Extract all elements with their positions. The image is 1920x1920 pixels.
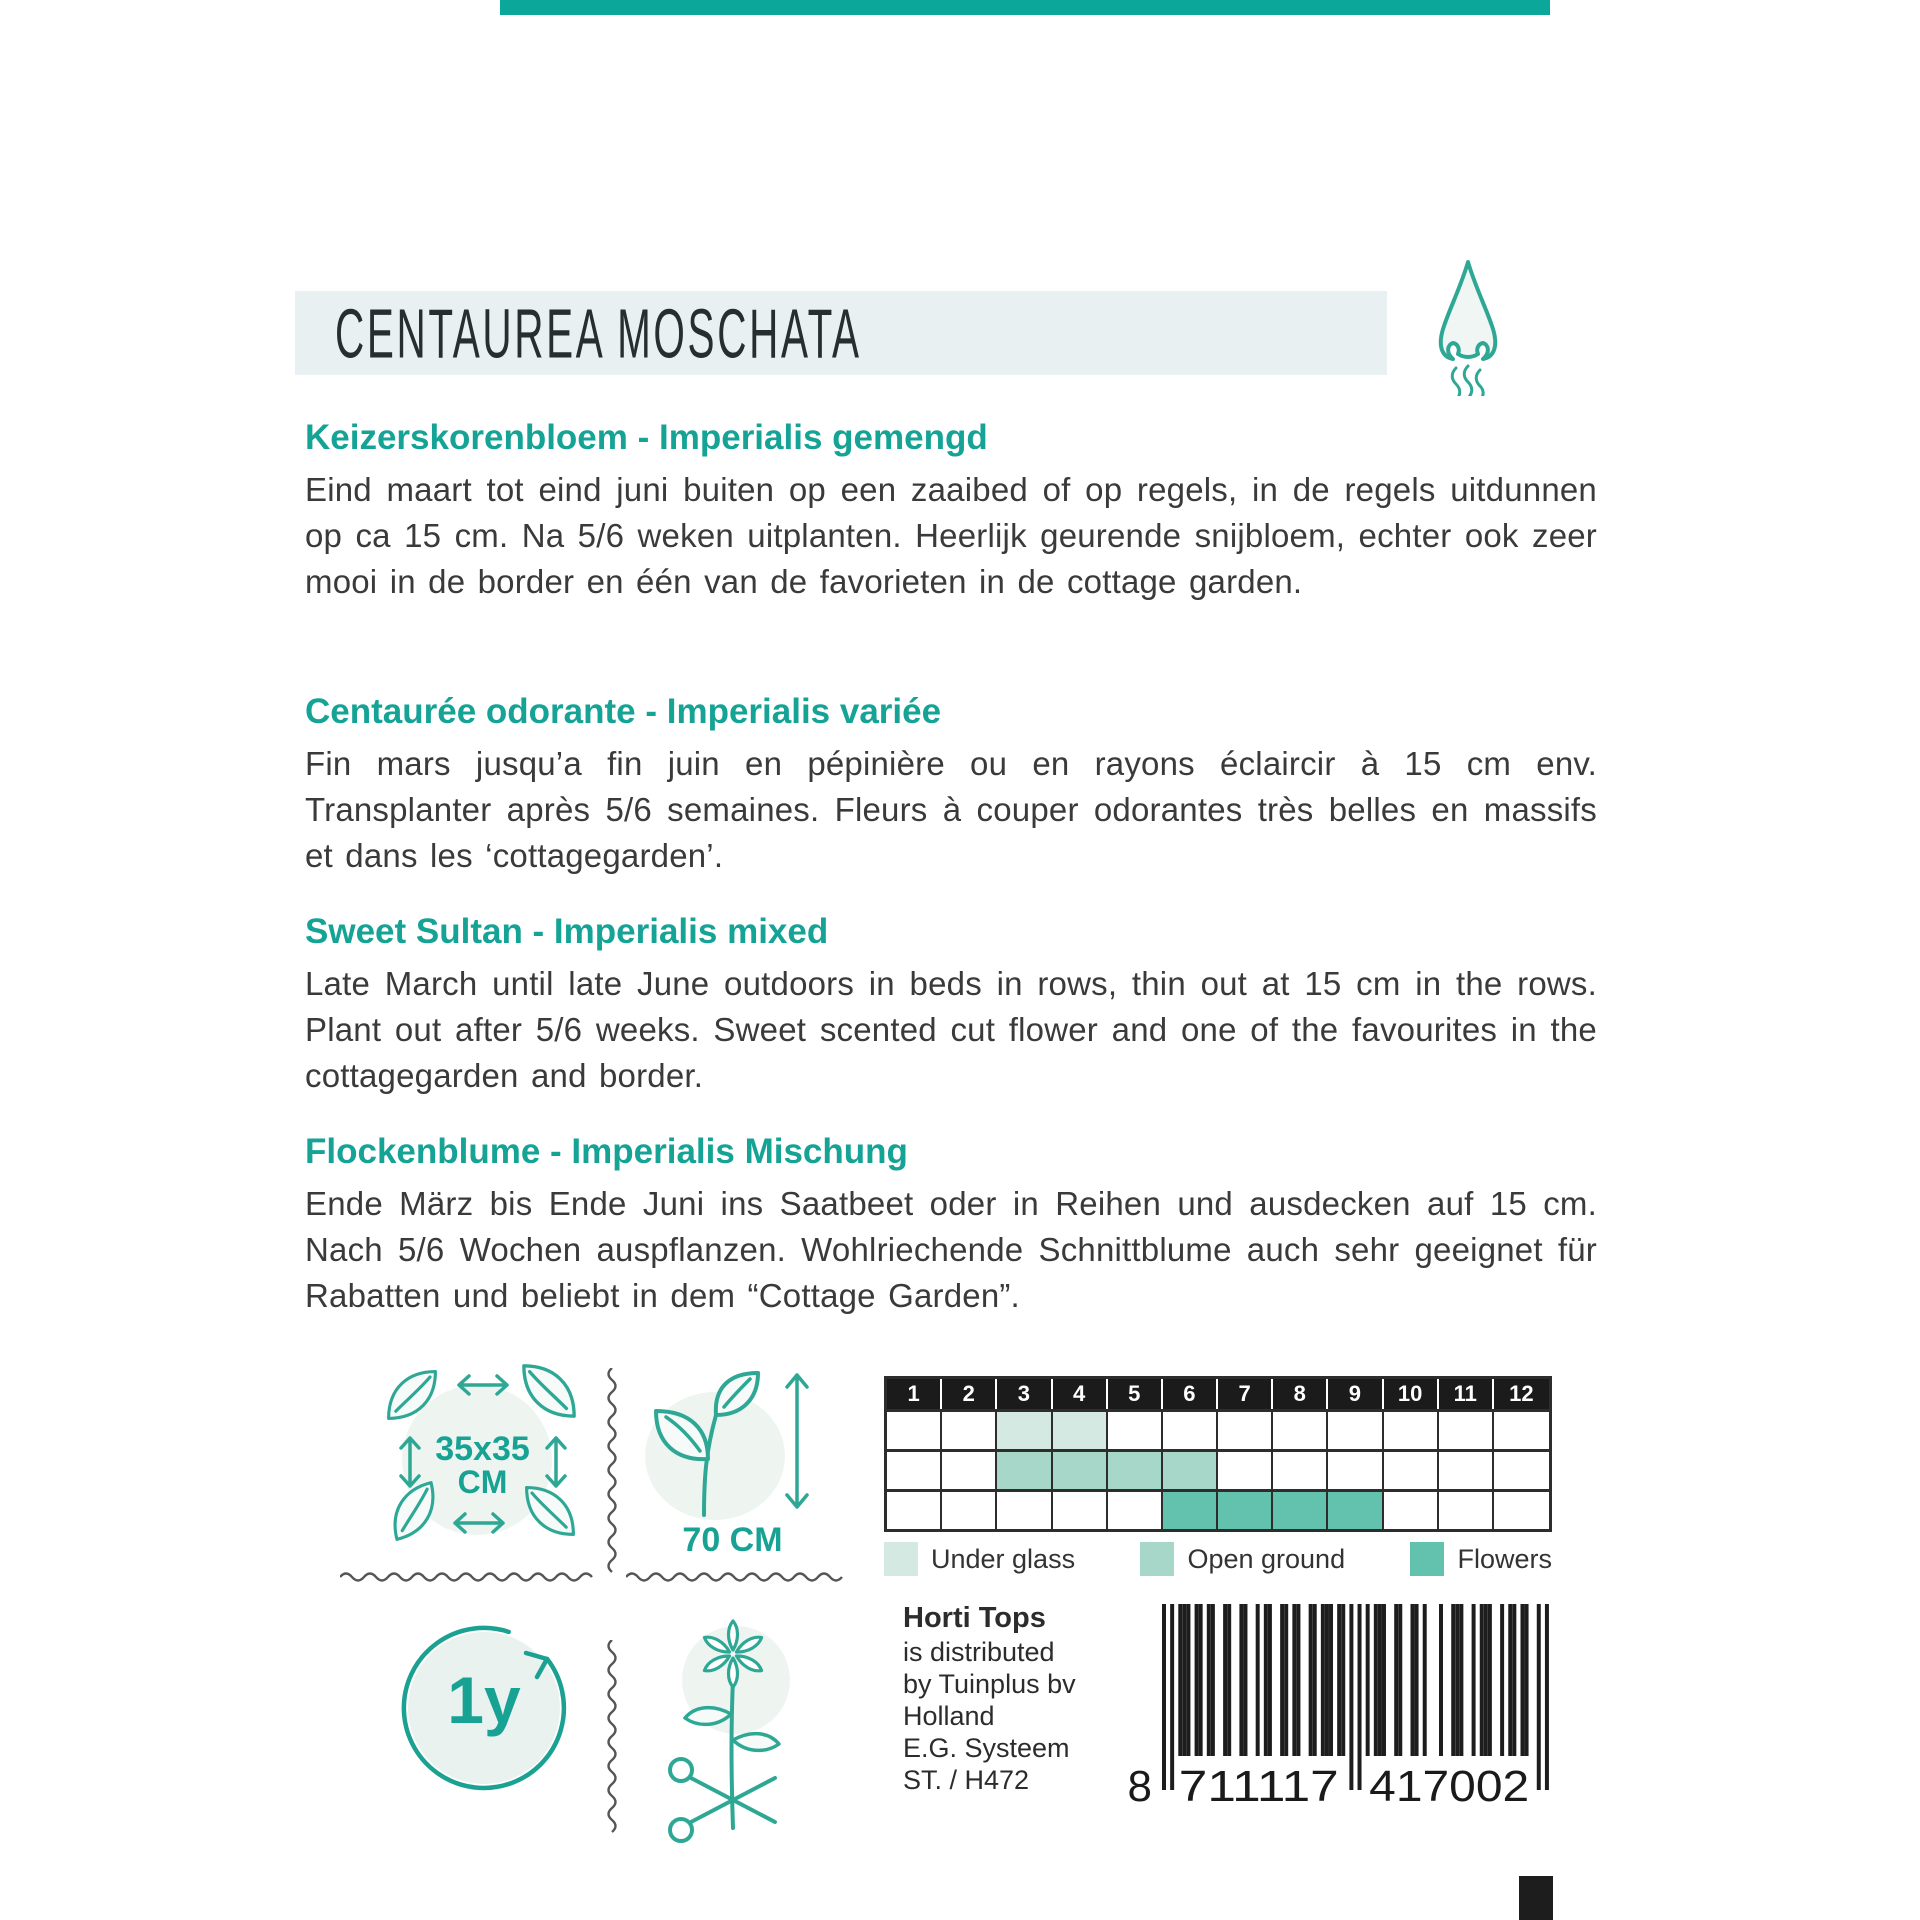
calendar-cell — [1053, 1452, 1108, 1489]
calendar-cell — [887, 1452, 942, 1489]
calendar-cell — [942, 1412, 997, 1449]
calendar-cell — [1273, 1412, 1328, 1449]
wavy-divider-horizontal — [626, 1569, 854, 1585]
body-french: Fin mars jusqu’a fin juin en pépinière ou en rayons éclaircir à 15 cm env. Transplanter après 5/6 semaines. Fleurs à couper odorantes très belles en massifs et dans les ‘cottagegarden’. — [305, 745, 1597, 874]
calendar-cell — [942, 1452, 997, 1489]
wavy-divider-vertical — [604, 1368, 620, 1574]
calendar-cell — [1439, 1412, 1494, 1449]
cut-flower-icon — [655, 1618, 805, 1868]
calendar-month-cell: 1 — [887, 1379, 942, 1409]
annual-cycle-icon — [386, 1610, 582, 1806]
calendar-month-cell: 2 — [942, 1379, 997, 1409]
calendar-cell — [1273, 1492, 1328, 1529]
calendar-month-cell: 12 — [1509, 1381, 1534, 1406]
distributor-brand: Horti Tops — [903, 1602, 1046, 1634]
calendar-cell — [1053, 1412, 1108, 1449]
calendar-cell — [1494, 1412, 1549, 1449]
legend-label: Open ground — [1187, 1543, 1346, 1574]
wavy-divider-horizontal — [340, 1569, 600, 1585]
calendar-cell — [1439, 1452, 1494, 1489]
calendar-row-open-ground — [887, 1449, 1549, 1489]
heading-french: Centaurée odorante - Imperialis variée — [305, 692, 942, 731]
scent-nose-icon — [1420, 256, 1516, 401]
calendar-cell — [1328, 1492, 1383, 1529]
calendar-month-cell: 11 — [1439, 1379, 1494, 1409]
leaf-icon — [520, 1362, 578, 1420]
calendar-month-header — [887, 1379, 1549, 1409]
plant-height-icon — [640, 1365, 825, 1560]
calendar-month-cell: 8 — [1273, 1379, 1328, 1409]
calendar-cell — [997, 1452, 1052, 1489]
body-english: Late March until late June outdoors in beds in rows, thin out at 15 cm in the rows. Plant out after 5/6 weeks. Sweet scented cut flower and one of the favourites in the cottagegarden and border. — [305, 965, 1597, 1094]
calendar-cell — [997, 1492, 1052, 1529]
calendar-cell — [1163, 1452, 1218, 1489]
body-dutch: Eind maart tot eind juni buiten op een zaaibed of op regels, in de regels uitdunnen op ca 15 cm. Na 5/6 weken uitplanten. Heerlijk geurende snijbloem, echter ook zeer mooi in de border en één van de favorieten in de cottage garden. — [305, 471, 1597, 600]
spacing-unit: CM — [457, 1464, 508, 1500]
print-registration-mark — [1519, 1876, 1553, 1920]
heading-german: Flockenblume - Imperialis Mischung — [305, 1132, 908, 1171]
calendar-cell — [1384, 1412, 1439, 1449]
calendar-month-cell: 7 — [1218, 1379, 1273, 1409]
calendar-month-cell: 10 — [1384, 1379, 1439, 1409]
section-german — [305, 1132, 1597, 1319]
calendar-cell — [1218, 1412, 1273, 1449]
calendar-month-cell: 9 — [1328, 1379, 1383, 1409]
distributor-line: ST. / H472 — [903, 1765, 1030, 1795]
title-banner — [295, 291, 1387, 375]
spacing-icon — [385, 1362, 580, 1557]
calendar-cell — [1108, 1492, 1163, 1529]
horizontal-arrow-icon — [447, 1372, 519, 1398]
legend-swatch-flowers — [1410, 1542, 1444, 1576]
vertical-arrow-icon — [782, 1365, 812, 1517]
distributor-line: by Tuinplus bv — [903, 1669, 1076, 1699]
ean13-barcode — [1122, 1604, 1558, 1806]
calendar-month-cell: 6 — [1163, 1379, 1218, 1409]
legend-swatch-open-ground — [1140, 1542, 1174, 1576]
calendar-cell — [1108, 1452, 1163, 1489]
barcode-digits: 711117 — [1178, 1762, 1339, 1806]
calendar-cell — [1494, 1452, 1549, 1489]
plant-latin-name: CENTAUREA MOSCHATA — [335, 293, 862, 373]
legend-swatch-under-glass — [884, 1542, 918, 1576]
calendar-cell — [1218, 1452, 1273, 1489]
barcode-digits: 8 — [1127, 1762, 1152, 1806]
sprout-icon — [646, 1367, 766, 1517]
legend-item-under-glass — [884, 1542, 1075, 1576]
calendar-cell — [1053, 1492, 1108, 1529]
top-accent-bar — [500, 0, 1550, 15]
calendar-row-under-glass — [887, 1409, 1549, 1449]
calendar-legend — [884, 1542, 1552, 1576]
distributor-line: Holland — [903, 1701, 995, 1731]
legend-label: Under glass — [931, 1543, 1076, 1574]
horizontal-arrow-icon — [443, 1510, 515, 1536]
calendar-cell — [1108, 1412, 1163, 1449]
calendar-cell — [1439, 1492, 1494, 1529]
heading-dutch: Keizerskorenbloem - Imperialis gemengd — [305, 418, 988, 457]
legend-item-open-ground — [1140, 1542, 1345, 1576]
section-french — [305, 692, 1597, 879]
spacing-value: 35x35 — [435, 1430, 530, 1468]
calendar-cell — [1328, 1412, 1383, 1449]
calendar-cell — [997, 1412, 1052, 1449]
heading-english: Sweet Sultan - Imperialis mixed — [305, 912, 829, 951]
calendar-cell — [887, 1412, 942, 1449]
wavy-divider-vertical — [604, 1640, 620, 1834]
calendar-cell — [1163, 1412, 1218, 1449]
calendar-cell — [1494, 1492, 1549, 1529]
barcode-digits: 417002 — [1369, 1762, 1530, 1806]
distributor-line: E.G. Systeem — [903, 1733, 1070, 1763]
calendar-month-cell: 3 — [997, 1379, 1052, 1409]
section-dutch — [305, 418, 1597, 605]
leaf-icon — [385, 1368, 439, 1422]
calendar-month-cell: 5 — [1108, 1379, 1163, 1409]
height-value: 70 CM — [682, 1521, 783, 1559]
calendar-cell — [1218, 1492, 1273, 1529]
calendar-cell — [1328, 1452, 1383, 1489]
sowing-calendar-table — [884, 1376, 1552, 1532]
life-cycle-value: 1y — [447, 1663, 521, 1737]
calendar-cell — [942, 1492, 997, 1529]
distributor-line: is distributed — [903, 1637, 1055, 1667]
calendar-cell — [1273, 1452, 1328, 1489]
section-english — [305, 912, 1597, 1099]
calendar-row-flowers — [887, 1489, 1549, 1529]
legend-item-flowers — [1410, 1542, 1552, 1576]
body-german: Ende März bis Ende Juni ins Saatbeet oder in Reihen und ausdecken auf 15 cm. Nach 5/6 Wochen auspflanzen. Wohlriechende Schnittblume auch sehr geeignet für Rabatten und beliebt in dem “Cottage Garden”. — [305, 1185, 1597, 1314]
legend-label: Flowers — [1457, 1543, 1552, 1574]
calendar-month-cell: 4 — [1053, 1379, 1108, 1409]
calendar-cell — [887, 1492, 942, 1529]
calendar-cell — [1384, 1492, 1439, 1529]
calendar-cell — [1384, 1452, 1439, 1489]
calendar-cell — [1163, 1492, 1218, 1529]
